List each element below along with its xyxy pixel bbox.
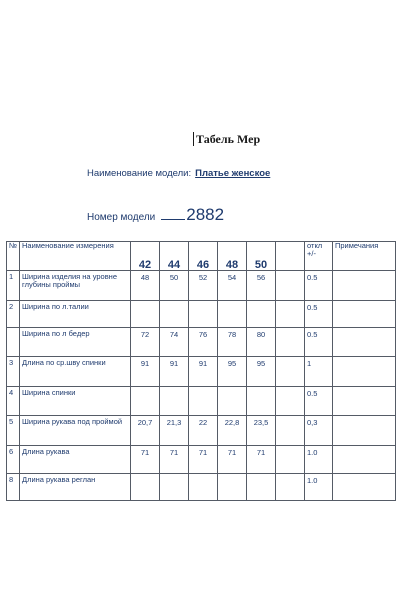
row-size-value: 22,8: [218, 416, 247, 446]
header-size: 42: [131, 242, 160, 271]
table-row: [7, 446, 396, 474]
model-number-label: Номер модели: [87, 212, 156, 223]
row-index: 6: [7, 446, 20, 474]
header-size: 44: [160, 242, 189, 271]
row-tolerance: 1: [305, 357, 333, 387]
row-size-value: [218, 387, 247, 416]
row-size-value: 50: [160, 271, 189, 301]
row-size-value: 91: [160, 357, 189, 387]
row-tolerance: 0.5: [305, 271, 333, 301]
model-name-line: [87, 168, 270, 179]
row-size-value: [218, 474, 247, 501]
row-index: 3: [7, 357, 20, 387]
row-index: 8: [7, 474, 20, 501]
table-row: [7, 328, 396, 357]
model-number-underline: [161, 219, 185, 220]
row-note: [333, 357, 396, 387]
row-measurement-name: Ширина по л бедер: [20, 328, 131, 357]
row-measurement-name: Ширина по л.талии: [20, 301, 131, 328]
row-size-value: 71: [131, 446, 160, 474]
table-row: [7, 357, 396, 387]
row-size-value: 80: [247, 328, 276, 357]
row-measurement-name: Ширина спинки: [20, 387, 131, 416]
page-title: Табель Мер: [193, 132, 260, 146]
row-size-value: 71: [160, 446, 189, 474]
row-size-value: 74: [160, 328, 189, 357]
row-index: 5: [7, 416, 20, 446]
row-size-value: 91: [131, 357, 160, 387]
row-measurement-name: Длина рукава реглан: [20, 474, 131, 501]
header-size: 50: [247, 242, 276, 271]
row-note: [333, 416, 396, 446]
row-size-value: [247, 387, 276, 416]
row-note: [333, 446, 396, 474]
row-size-value: [218, 301, 247, 328]
row-size-value: [131, 387, 160, 416]
row-size-value: [131, 301, 160, 328]
table-header-row: [7, 242, 396, 271]
model-number-value: 2882: [186, 205, 225, 224]
row-size-value: 48: [131, 271, 160, 301]
table-row: [7, 387, 396, 416]
measurement-table: [6, 241, 396, 501]
row-size-value: 22: [189, 416, 218, 446]
row-size-value: 71: [218, 446, 247, 474]
row-size-value: 71: [189, 446, 218, 474]
header-tolerance: откл +/-: [305, 242, 333, 271]
row-tolerance: 0,3: [305, 416, 333, 446]
header-notes: Примечания: [333, 242, 396, 271]
table-row: [7, 474, 396, 501]
header-name: Наименование измерения: [20, 242, 131, 271]
table-row: [7, 301, 396, 328]
row-size-value: [160, 301, 189, 328]
row-size-value: [276, 416, 305, 446]
row-size-value: [189, 387, 218, 416]
row-size-value: 71: [247, 446, 276, 474]
row-tolerance: 0.5: [305, 301, 333, 328]
row-size-value: 95: [218, 357, 247, 387]
row-size-value: 95: [247, 357, 276, 387]
row-note: [333, 328, 396, 357]
row-size-value: 76: [189, 328, 218, 357]
header-index: №: [7, 242, 20, 271]
row-size-value: 23,5: [247, 416, 276, 446]
row-size-value: [189, 474, 218, 501]
row-measurement-name: Ширина рукава под проймой: [20, 416, 131, 446]
row-tolerance: 0.5: [305, 387, 333, 416]
table-row: [7, 416, 396, 446]
row-size-value: [276, 328, 305, 357]
row-size-value: 72: [131, 328, 160, 357]
row-size-value: [276, 357, 305, 387]
table-row: [7, 271, 396, 301]
row-size-value: [276, 387, 305, 416]
row-size-value: 91: [189, 357, 218, 387]
row-size-value: [276, 271, 305, 301]
row-size-value: [247, 474, 276, 501]
row-note: [333, 301, 396, 328]
row-size-value: 56: [247, 271, 276, 301]
row-size-value: [160, 474, 189, 501]
row-size-value: [276, 474, 305, 501]
row-size-value: [131, 474, 160, 501]
model-name-label: Наименование модели:: [87, 168, 192, 179]
row-size-value: [247, 301, 276, 328]
row-size-value: [276, 301, 305, 328]
model-name-value: Платье женское: [195, 168, 271, 179]
row-size-value: 52: [189, 271, 218, 301]
row-size-value: 21,3: [160, 416, 189, 446]
model-number-line: [87, 205, 224, 225]
row-index: [7, 328, 20, 357]
row-measurement-name: Длина рукава: [20, 446, 131, 474]
row-measurement-name: Длина по ср.шву спинки: [20, 357, 131, 387]
row-tolerance: 0.5: [305, 328, 333, 357]
row-size-value: 78: [218, 328, 247, 357]
row-size-value: [276, 446, 305, 474]
row-size-value: 20,7: [131, 416, 160, 446]
row-index: 4: [7, 387, 20, 416]
row-note: [333, 387, 396, 416]
row-note: [333, 474, 396, 501]
header-size: 48: [218, 242, 247, 271]
row-note: [333, 271, 396, 301]
row-index: 1: [7, 271, 20, 301]
header-size: 46: [189, 242, 218, 271]
row-size-value: 54: [218, 271, 247, 301]
row-size-value: [189, 301, 218, 328]
row-measurement-name: Ширина изделия на уровне глубины проймы: [20, 271, 131, 301]
row-size-value: [160, 387, 189, 416]
row-tolerance: 1.0: [305, 474, 333, 501]
row-index: 2: [7, 301, 20, 328]
row-tolerance: 1.0: [305, 446, 333, 474]
header-size: [276, 242, 305, 271]
